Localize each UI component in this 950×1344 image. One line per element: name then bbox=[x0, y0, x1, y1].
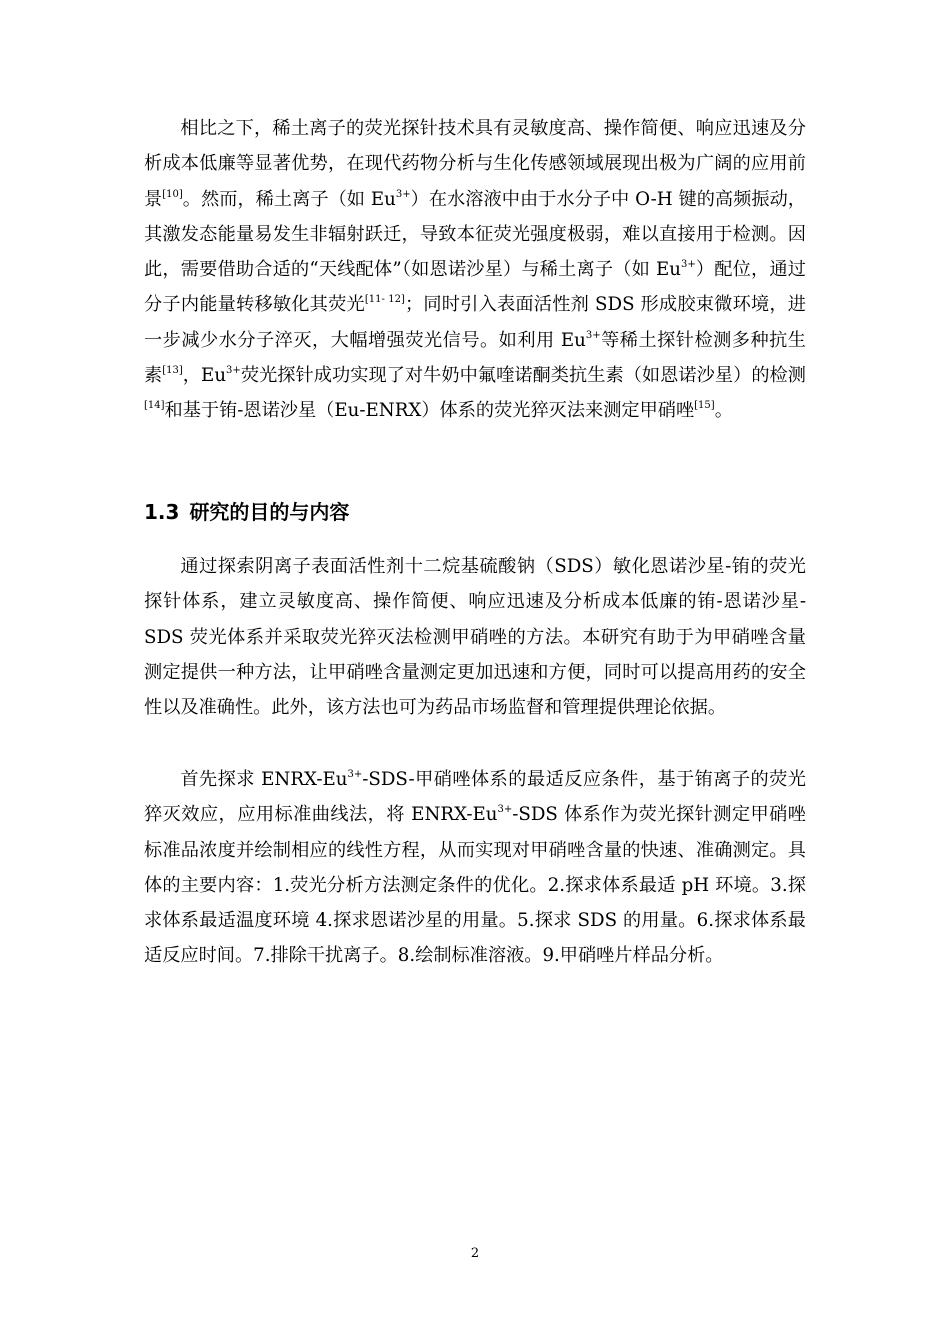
paragraph-rare-earth-probe bbox=[144, 111, 806, 429]
text-run: ，Eu bbox=[182, 365, 227, 387]
text-run: ；同时引入表面活性剂 SDS 形成胶束微环境，进一步减少水分子淬灭，大幅增强荧光信号。如利用 Eu bbox=[144, 294, 806, 351]
text-run: 。然而，稀土离子（如 Eu bbox=[182, 188, 396, 210]
page-number: 2 bbox=[470, 1246, 480, 1261]
citation-ref: [13] bbox=[162, 365, 183, 377]
superscript-charge: 3+ bbox=[497, 804, 513, 816]
text-run: ）配位，通过分子内能量转移敏化其荧光 bbox=[144, 259, 806, 316]
text-run: 和基于铕-恩诺沙星（Eu-ENRX）体系的荧光猝灭法来测定甲硝唑 bbox=[164, 400, 695, 422]
superscript-charge: 3+ bbox=[395, 188, 411, 200]
citation-ref: [11- 12] bbox=[364, 294, 405, 306]
section-heading bbox=[144, 496, 349, 528]
text-run: 荧光探针成功实现了对牛奶中氟喹诺酮类抗生素（如恩诺沙星）的检测 bbox=[240, 365, 806, 387]
citation-ref: [15] bbox=[694, 400, 715, 412]
text-run: 相比之下，稀土离子的荧光探针技术具有灵敏度高、操作简便、响应迅速及分析成本低廉等显著优势，在现代药物分析与生化传感领域展现出极为广阔的应用前景 bbox=[144, 118, 806, 210]
paragraph-research-purpose: 通过探索阴离子表面活性剂十二烷基硫酸钠（SDS）敏化恩诺沙星-铕的荧光探针体系，建立灵敏度高、操作简便、响应迅速及分析成本低廉的铕-恩诺沙星-SDS 荧光体系并采取荧光猝灭法检测甲硝唑的方法。本研究有助于为甲硝唑含量测定提供一种方法，让甲硝唑含量测定更加迅速和方便，同时可以提高用药的安全性以及准确性。此外，该方法也可为药品市场监督和管理提供理论依据。 bbox=[144, 556, 806, 719]
section-title: 研究的目的与内容 bbox=[189, 500, 350, 524]
superscript-charge: 3+ bbox=[680, 259, 696, 271]
superscript-charge: 3+ bbox=[347, 768, 363, 780]
citation-ref: [14] bbox=[144, 400, 165, 412]
text-run: ）在水溶液中由于水分子中 O-H 键的高频振动，其激发态能量易发生非辐射跃迁，导致本征荧光强度极弱，难以直接用于检测。因此，需要借助合适的“天线配体”（如恩诺沙星）与稀土离子（如 Eu bbox=[144, 188, 806, 281]
text-run: 首先探求 ENRX-Eu bbox=[180, 769, 348, 790]
superscript-charge: 3+ bbox=[585, 329, 601, 341]
section-number: 1.3 bbox=[144, 500, 180, 524]
superscript-charge: 3+ bbox=[226, 365, 241, 377]
paragraph-research-content bbox=[144, 762, 806, 974]
text-run: -SDS-甲硝唑体系的最适反应条件，基于铕离子的荧光猝灭效应，应用标准曲线法，将 ENRX-Eu bbox=[144, 769, 806, 826]
citation-ref: [10] bbox=[162, 188, 183, 200]
text-run: -SDS 体系作为荧光探针测定甲硝唑标准品浓度并绘制相应的线性方程，从而实现对甲硝唑含量的快速、准确测定。具体的主要内容：1.荧光分析方法测定条件的优化。2.探求体系最适 pH 环境。3.探求体系最适温度环境 4.探求恩诺沙星的用量。5.探求 SDS 的用量。6.探求体系最适反应时间。7.排除干扰离子。8.绘制标准溶液。9.甲硝唑片样品分析。 bbox=[144, 804, 806, 967]
text-run: 。 bbox=[714, 400, 733, 422]
text-run: 等稀土探针检测多种抗生素 bbox=[144, 329, 806, 387]
